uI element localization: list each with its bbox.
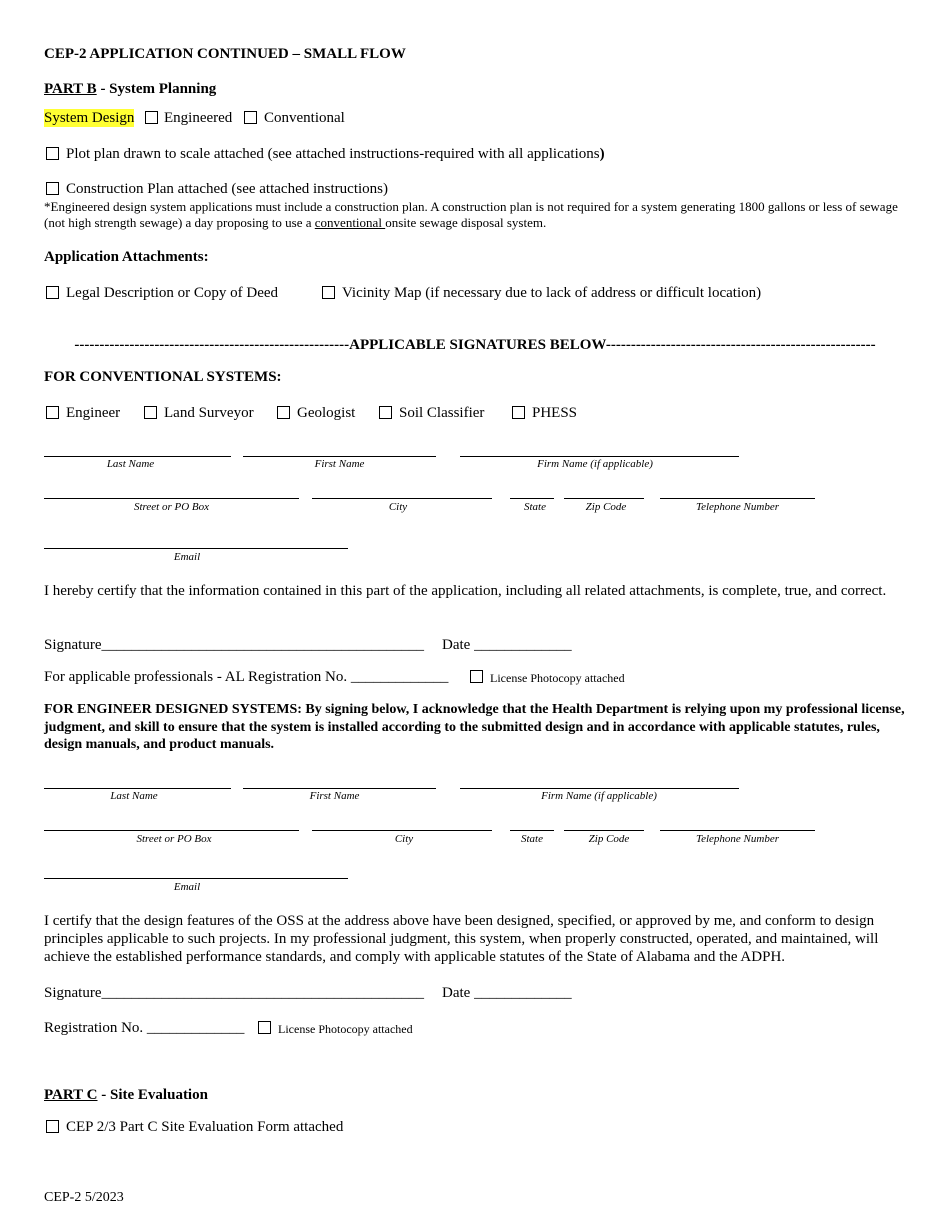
eng-city-field[interactable]	[312, 830, 492, 831]
eng-zip-caption: Zip Code	[588, 833, 630, 845]
vicinity-map-label: Vicinity Map (if necessary due to lack of address or difficult location)	[342, 285, 762, 301]
plot-plan-checkbox[interactable]	[46, 147, 59, 160]
eng-street-field[interactable]	[44, 830, 299, 831]
vicinity-map-checkbox[interactable]	[322, 286, 335, 299]
plot-plan-label	[66, 145, 605, 163]
role-geologist-label: Geologist	[297, 405, 356, 421]
role-land-surveyor-label: Land Surveyor	[164, 405, 254, 421]
part-b-heading	[44, 80, 216, 98]
eng-state-field[interactable]	[510, 830, 554, 831]
role-soil-classifier-checkbox[interactable]	[379, 406, 392, 419]
eng-signature-field[interactable]: Signature___________________________________________	[44, 985, 424, 1001]
eng-license-photocopy-label: License Photocopy attached	[278, 1022, 413, 1036]
role-phess-label: PHESS	[532, 405, 578, 421]
conv-registration-field[interactable]: For applicable professionals - AL Registration No. _____________	[44, 669, 449, 685]
eng-phone-caption: Telephone Number	[695, 833, 779, 845]
attachments-heading: Application Attachments:	[44, 249, 209, 265]
conv-date-field[interactable]: Date _____________	[442, 637, 572, 653]
eng-certification-text: I certify that the design features of the OSS at the address above have been designed, specified, or approved by me, and conform to design principles applicable to such projects. In my professional judgment, this system, when properly constructed, operated, and maintained, will achieve the established performance standards, and comply with applicable statutes of the State of Alabama and the ADPH.	[44, 913, 879, 965]
conv-last-name-caption: Last Name	[106, 458, 155, 470]
conv-street-field[interactable]	[44, 498, 299, 499]
eng-last-name-field[interactable]	[44, 788, 231, 789]
conv-last-name-field[interactable]	[44, 456, 231, 457]
part-b-label: PART B	[44, 81, 97, 97]
conv-firm-name-field[interactable]	[460, 456, 739, 457]
conv-zip-field[interactable]	[564, 498, 644, 499]
role-engineer-label: Engineer	[66, 405, 121, 421]
conv-state-caption: State	[524, 501, 546, 513]
role-soil-classifier-label: Soil Classifier	[399, 405, 485, 421]
conv-street-caption: Street or PO Box	[133, 501, 210, 513]
eng-firm-name-caption: Firm Name (if applicable)	[541, 790, 657, 802]
part-c-heading	[44, 1086, 208, 1104]
role-phess-checkbox[interactable]	[512, 406, 525, 419]
conv-phone-field[interactable]	[660, 498, 815, 499]
eng-registration-field[interactable]: Registration No. _____________	[44, 1020, 245, 1036]
construction-plan-checkbox[interactable]	[46, 182, 59, 195]
conv-certification-text: I hereby certify that the information contained in this part of the application, including all related attachments, is complete, true, and correct.	[44, 583, 887, 599]
conv-phone-caption: Telephone Number	[695, 501, 779, 513]
eng-phone-field[interactable]	[660, 830, 815, 831]
engineered-label: Engineered	[164, 110, 233, 126]
note-text-b: onsite sewage disposal system.	[385, 215, 547, 230]
note-text-underlined: conventional	[314, 215, 386, 230]
role-engineer-checkbox[interactable]	[46, 406, 59, 419]
conv-city-caption: City	[388, 501, 408, 513]
system-design-label: System Design	[44, 110, 135, 126]
signatures-divider: -------------------------------------------------------APPLICABLE SIGNATURES BELOW------------------------------------------------------	[74, 337, 876, 353]
engineered-checkbox[interactable]	[145, 111, 158, 124]
plot-plan-text: Plot plan drawn to scale attached (see attached instructions-required with all applications	[66, 146, 600, 162]
site-evaluation-checkbox[interactable]	[46, 1120, 59, 1133]
construction-plan-label: Construction Plan attached (see attached instructions)	[66, 181, 388, 197]
conv-email-field[interactable]	[44, 548, 348, 549]
eng-city-caption: City	[394, 833, 414, 845]
conv-state-field[interactable]	[510, 498, 554, 499]
conventional-checkbox[interactable]	[244, 111, 257, 124]
legal-description-checkbox[interactable]	[46, 286, 59, 299]
conv-signature-field[interactable]: Signature___________________________________________	[44, 637, 424, 653]
eng-email-field[interactable]	[44, 878, 348, 879]
engineer-heading: FOR ENGINEER DESIGNED SYSTEMS: By signing below, I acknowledge that the Health Department is relying upon my professional license, judgment, and skill to ensure that the system is installed according to the submitted design and in accordance with applicable statutes, rules, design manuals, and product manuals.	[44, 702, 905, 752]
eng-first-name-caption: First Name	[309, 790, 360, 802]
plot-plan-paren: )	[599, 146, 605, 162]
document-title: CEP-2 APPLICATION CONTINUED – SMALL FLOW	[44, 46, 406, 62]
eng-state-caption: State	[521, 833, 543, 845]
eng-firm-name-field[interactable]	[460, 788, 739, 789]
part-b-title: - System Planning	[96, 81, 217, 97]
form-id-footer: CEP-2 5/2023	[44, 1190, 124, 1205]
conv-firm-name-caption: Firm Name (if applicable)	[537, 458, 653, 470]
conv-first-name-caption: First Name	[314, 458, 365, 470]
eng-street-caption: Street or PO Box	[136, 833, 212, 845]
conv-city-field[interactable]	[312, 498, 492, 499]
conv-zip-caption: Zip Code	[585, 501, 627, 513]
conv-license-photocopy-label: License Photocopy attached	[490, 671, 625, 685]
eng-email-caption: Email	[173, 881, 201, 893]
conv-license-photocopy-checkbox[interactable]	[470, 670, 483, 683]
conventional-heading: FOR CONVENTIONAL SYSTEMS:	[44, 369, 282, 385]
role-geologist-checkbox[interactable]	[277, 406, 290, 419]
role-land-surveyor-checkbox[interactable]	[144, 406, 157, 419]
conv-first-name-field[interactable]	[243, 456, 436, 457]
legal-description-label: Legal Description or Copy of Deed	[66, 285, 279, 301]
eng-first-name-field[interactable]	[243, 788, 436, 789]
eng-last-name-caption: Last Name	[110, 790, 158, 802]
eng-zip-field[interactable]	[564, 830, 644, 831]
construction-plan-note	[44, 199, 914, 231]
eng-license-photocopy-checkbox[interactable]	[258, 1021, 271, 1034]
site-evaluation-label: CEP 2/3 Part C Site Evaluation Form attached	[66, 1119, 344, 1135]
conventional-label: Conventional	[264, 110, 345, 126]
part-c-label: PART C	[44, 1087, 98, 1103]
eng-date-field[interactable]: Date _____________	[442, 985, 572, 1001]
part-c-title: - Site Evaluation	[97, 1087, 208, 1103]
conv-email-caption: Email	[173, 551, 201, 563]
note-text-a: *Engineered design system applications must include a construction plan. A construction plan is not required for a system generating 1800 gallons or less of sewage (not high strength sewage) a day proposing to use a	[44, 199, 898, 230]
